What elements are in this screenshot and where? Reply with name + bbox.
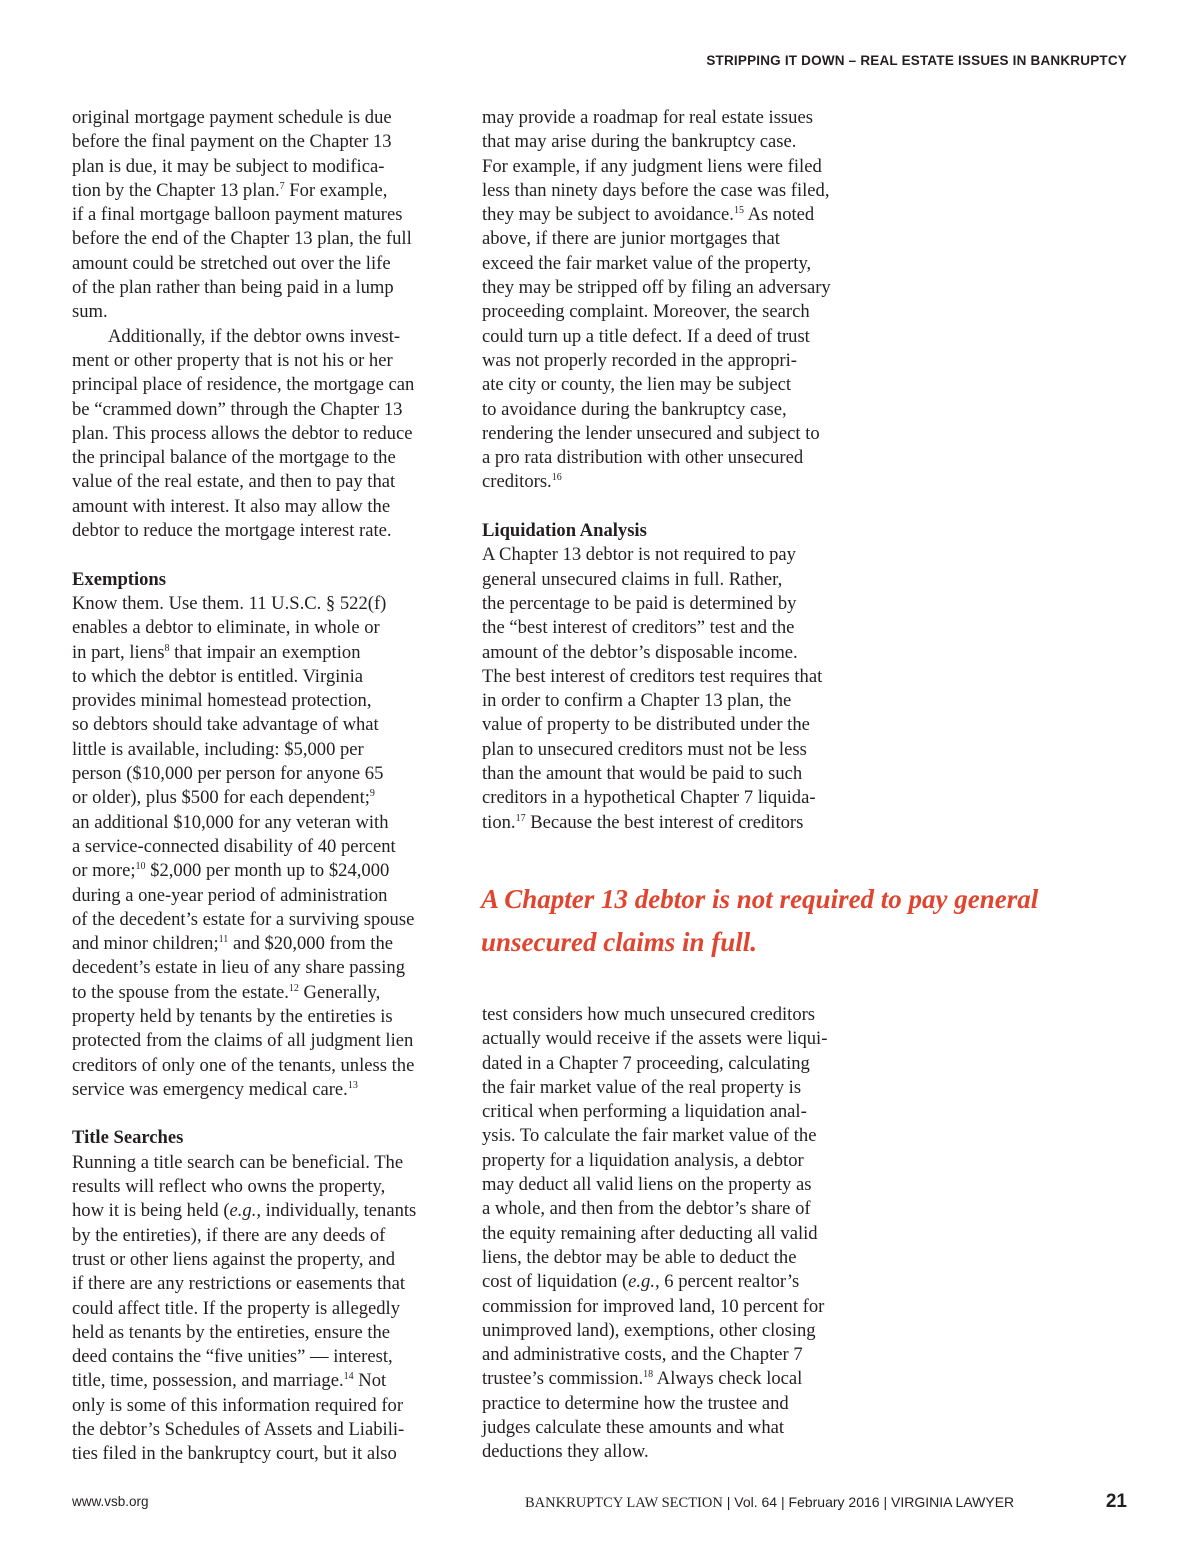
footer-url: www.vsb.org xyxy=(72,1494,149,1509)
paragraph-gap xyxy=(72,1102,448,1126)
text-line: trust or other liens against the property, and xyxy=(72,1248,396,1270)
italic-run: e.g., xyxy=(628,1271,660,1293)
text-line: value of property to be distributed under the xyxy=(482,714,810,736)
right-column xyxy=(482,106,858,835)
text-run: or more; xyxy=(72,860,136,882)
text-line: practice to determine how the trustee and xyxy=(482,1392,789,1414)
text-line: above, if there are junior mortgages that xyxy=(482,228,780,250)
text-line: protected from the claims of all judgment lien xyxy=(72,1030,414,1052)
liquidation-analysis-heading: Liquidation Analysis xyxy=(482,520,647,542)
text-line: an additional $10,000 for any veteran with xyxy=(72,811,389,833)
text-run: tion. xyxy=(482,811,516,833)
text-line: unimproved land), exemptions, other closing xyxy=(482,1319,816,1341)
footnote-ref: 10 xyxy=(135,861,146,873)
title-searches-heading: Title Searches xyxy=(72,1127,184,1149)
footnote-ref: 9 xyxy=(369,788,375,800)
text-line xyxy=(72,641,448,665)
footer-date: February 2016 xyxy=(788,1494,880,1510)
pull-quote-line: unsecured claims in full. xyxy=(481,927,758,957)
text-line: they may be stripped off by filing an adversary xyxy=(482,277,831,299)
text-line: Additionally, if the debtor owns invest- xyxy=(108,325,401,347)
text-line: Know them. Use them. 11 U.S.C. § 522(f) xyxy=(72,592,387,614)
footnote-ref: 7 xyxy=(279,180,285,192)
footnote-ref: 12 xyxy=(288,982,299,994)
text-line: ties filed in the bankruptcy court, but it also xyxy=(72,1443,397,1465)
text-run: individually, tenants xyxy=(261,1200,417,1222)
text-line: a pro rata distribution with other unsecured xyxy=(482,447,804,469)
text-run: title, time, possession, and marriage. xyxy=(72,1370,344,1392)
text-run: and $20,000 from the xyxy=(228,933,394,955)
text-line: property held by tenants by the entireties is xyxy=(72,1005,393,1027)
text-line: ate city or county, the lien may be subject xyxy=(482,374,792,396)
text-line: in order to confirm a Chapter 13 plan, the xyxy=(482,690,792,712)
text-line: debtor to reduce the mortgage interest rate. xyxy=(72,520,392,542)
right-column-continued xyxy=(482,1003,858,1465)
text-line xyxy=(72,1369,448,1393)
text-line xyxy=(482,1367,858,1391)
text-line xyxy=(72,179,448,203)
text-run: or older), plus $500 for each dependent; xyxy=(72,787,370,809)
text-line: a whole, and then from the debtor’s share of xyxy=(482,1198,811,1220)
pull-quote xyxy=(481,878,1101,964)
text-line: before the end of the Chapter 13 plan, the full xyxy=(72,228,412,250)
text-line: of the plan rather than being paid in a lump xyxy=(72,277,394,299)
text-run: trustee’s commission. xyxy=(482,1368,644,1390)
text-line: The best interest of creditors test requires that xyxy=(482,665,823,687)
footnote-ref: 16 xyxy=(551,472,562,484)
text-line: original mortgage payment schedule is due xyxy=(72,107,392,128)
text-line: creditors of only one of the tenants, unless the xyxy=(72,1054,415,1076)
text-line: that may arise during the bankruptcy case. xyxy=(482,131,797,153)
text-line: if there are any restrictions or easements that xyxy=(72,1273,405,1295)
text-line xyxy=(482,811,858,835)
text-line: be “crammed down” through the Chapter 13 xyxy=(72,398,403,420)
footer-separator: | xyxy=(777,1494,789,1510)
text-run: creditors. xyxy=(482,471,552,493)
text-line: plan. This process allows the debtor to reduce xyxy=(72,422,413,444)
text-line: creditors in a hypothetical Chapter 7 liquida- xyxy=(482,787,816,809)
text-line: the fair market value of the real property is xyxy=(482,1076,802,1098)
text-run: that impair an exemption xyxy=(169,641,361,663)
paragraph-gap xyxy=(72,543,448,567)
footer-volume: Vol. 64 xyxy=(734,1494,778,1510)
text-line: may provide a roadmap for real estate issues xyxy=(482,107,813,128)
text-line: less than ninety days before the case was filed, xyxy=(482,179,830,201)
text-line: value of the real estate, and then to pay that xyxy=(72,471,396,493)
exemptions-heading: Exemptions xyxy=(72,568,167,590)
footnote-ref: 18 xyxy=(643,1369,654,1381)
text-line: if a final mortgage balloon payment matures xyxy=(72,204,403,226)
text-line: a service-connected disability of 40 percent xyxy=(72,835,396,857)
text-line: Running a title search can be beneficial. The xyxy=(72,1151,404,1173)
text-line xyxy=(482,1270,858,1294)
text-line: so debtors should take advantage of what xyxy=(72,714,379,736)
text-line: could affect title. If the property is allegedly xyxy=(72,1297,401,1319)
footnote-ref: 17 xyxy=(515,812,526,824)
pull-quote-line: A Chapter 13 debtor is not required to pay general xyxy=(481,884,1039,914)
text-run: cost of liquidation ( xyxy=(482,1271,629,1293)
text-run: service was emergency medical care. xyxy=(72,1078,348,1100)
text-line: amount could be stretched out over the life xyxy=(72,252,391,274)
text-line: commission for improved land, 10 percent for xyxy=(482,1295,825,1317)
text-line: property for a liquidation analysis, a debtor xyxy=(482,1149,804,1171)
text-line: test considers how much unsecured creditors xyxy=(482,1004,816,1025)
text-line: to which the debtor is entitled. Virginia xyxy=(72,665,363,687)
text-line xyxy=(72,932,448,956)
text-line xyxy=(482,203,858,227)
text-line: held as tenants by the entireties, ensure the xyxy=(72,1321,391,1343)
text-run: tion by the Chapter 13 plan. xyxy=(72,179,280,201)
text-line: ysis. To calculate the fair market value of the xyxy=(482,1125,817,1147)
footer-magazine: VIRGINIA LAWYER xyxy=(890,1494,1015,1510)
text-line: decedent’s estate in lieu of any share passing xyxy=(72,957,406,979)
footer-separator: | xyxy=(722,1494,735,1510)
text-line: deed contains the “five unities” — interest, xyxy=(72,1346,393,1368)
text-line: dated in a Chapter 7 proceeding, calculating xyxy=(482,1052,810,1074)
text-line: For example, if any judgment liens were filed xyxy=(482,155,822,177)
footnote-ref: 13 xyxy=(347,1079,358,1091)
text-line: the equity remaining after deducting all valid xyxy=(482,1222,818,1244)
text-line: person ($10,000 per person for anyone 65 xyxy=(72,763,384,785)
text-run: As noted xyxy=(743,204,815,226)
text-line: plan is due, it may be subject to modifica- xyxy=(72,155,385,177)
footnote-ref: 15 xyxy=(733,205,744,217)
text-line: was not properly recorded in the appropri- xyxy=(482,349,797,371)
text-line: to avoidance during the bankruptcy case, xyxy=(482,398,787,420)
text-line: principal place of residence, the mortgage can xyxy=(72,374,415,396)
page-number: 21 xyxy=(1105,1491,1127,1512)
text-line: deductions they allow. xyxy=(482,1441,649,1463)
footer-separator: | xyxy=(879,1494,891,1510)
text-run: and minor children; xyxy=(72,933,219,955)
text-line: general unsecured claims in full. Rather, xyxy=(482,568,783,590)
text-run: $2,000 per month up to $24,000 xyxy=(145,860,390,882)
text-line: and administrative costs, and the Chapter 7 xyxy=(482,1344,803,1366)
text-line: the “best interest of creditors” test and the xyxy=(482,617,795,639)
text-line: of the decedent’s estate for a surviving spouse xyxy=(72,908,415,930)
text-line xyxy=(72,786,448,810)
text-line: the principal balance of the mortgage to the xyxy=(72,447,396,469)
text-line xyxy=(72,1199,448,1223)
text-line: exceed the fair market value of the property, xyxy=(482,252,812,274)
text-line: ment or other property that is not his or her xyxy=(72,349,393,371)
text-run: to the spouse from the estate. xyxy=(72,981,289,1003)
footnote-ref: 8 xyxy=(164,642,170,654)
text-line: than the amount that would be paid to such xyxy=(482,763,803,785)
text-run: they may be subject to avoidance. xyxy=(482,204,734,226)
running-title: STRIPPING IT DOWN – REAL ESTATE ISSUES IN BANKRUPTCY xyxy=(706,53,1127,68)
text-run: 6 percent realtor’s xyxy=(659,1271,800,1293)
text-line: only is some of this information required for xyxy=(72,1394,404,1416)
text-line: plan to unsecured creditors must not be less xyxy=(482,738,807,760)
footer-publication-info xyxy=(525,1494,1014,1512)
text-run: For example, xyxy=(284,179,388,201)
text-line xyxy=(72,981,448,1005)
text-run: Because the best interest of creditors xyxy=(525,811,804,833)
text-line: the percentage to be paid is determined by xyxy=(482,592,797,614)
text-line: during a one-year period of administration xyxy=(72,884,388,906)
text-line: could turn up a title defect. If a deed of trust xyxy=(482,325,810,347)
footnote-ref: 14 xyxy=(343,1371,354,1383)
text-line: A Chapter 13 debtor is not required to pay xyxy=(482,544,796,566)
text-line: before the final payment on the Chapter 13 xyxy=(72,131,392,153)
italic-run: e.g., xyxy=(229,1200,262,1222)
paragraph-gap xyxy=(482,495,858,519)
text-run: Generally, xyxy=(298,981,381,1003)
text-line: the debtor’s Schedules of Assets and Liabili- xyxy=(72,1419,405,1441)
text-line: rendering the lender unsecured and subject to xyxy=(482,422,820,444)
text-line: results will reflect who owns the property, xyxy=(72,1176,386,1198)
text-run: Not xyxy=(353,1370,387,1392)
text-line xyxy=(72,1078,448,1102)
footnote-ref: 11 xyxy=(218,934,229,946)
text-run: Always check local xyxy=(653,1368,803,1390)
text-line: little is available, including: $5,000 per xyxy=(72,738,364,760)
text-line: by the entireties), if there are any deeds of xyxy=(72,1224,386,1246)
left-column xyxy=(72,106,448,1467)
text-run: in part, liens xyxy=(72,641,165,663)
text-line: liens, the debtor may be able to deduct the xyxy=(482,1246,797,1268)
text-line: enables a debtor to eliminate, in whole or xyxy=(72,617,380,639)
text-line xyxy=(482,470,858,494)
text-line: critical when performing a liquidation anal- xyxy=(482,1101,807,1123)
text-line: provides minimal homestead protection, xyxy=(72,690,372,712)
text-line: proceeding complaint. Moreover, the search xyxy=(482,301,810,323)
text-line: may deduct all valid liens on the property as xyxy=(482,1174,812,1196)
text-line: judges calculate these amounts and what xyxy=(482,1417,785,1439)
text-run: how it is being held ( xyxy=(72,1200,230,1222)
footer-section: BANKRUPTCY LAW SECTION xyxy=(525,1495,723,1511)
text-line: amount of the debtor’s disposable income. xyxy=(482,641,798,663)
text-line: sum. xyxy=(72,301,108,323)
text-line: amount with interest. It also may allow the xyxy=(72,495,391,517)
text-line: actually would receive if the assets were liqui- xyxy=(482,1028,828,1050)
text-line xyxy=(72,859,448,883)
